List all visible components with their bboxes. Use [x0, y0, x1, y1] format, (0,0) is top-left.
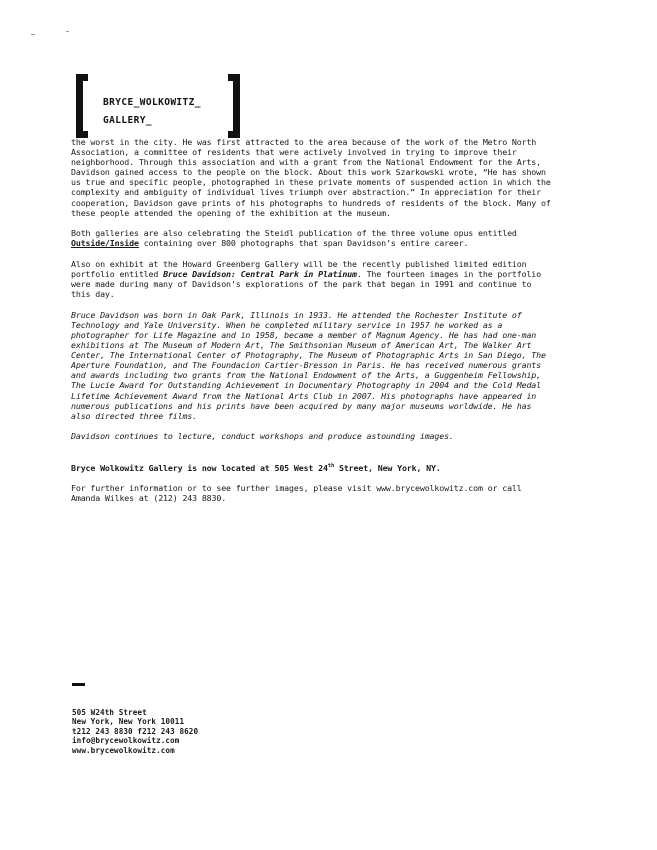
paragraph-text: Both galleries are also celebrating the Steidl publication of the three volume opus entitled: [71, 228, 517, 239]
footer-email: info@brycewolkowitz.com: [72, 736, 180, 746]
relocation-notice: [71, 463, 555, 473]
logo-right-bracket: [228, 74, 240, 138]
press-release-body: [71, 137, 555, 513]
paragraph-portfolio: [71, 259, 555, 299]
paragraph-steidl-publication: [71, 228, 555, 248]
paragraph-text: containing over 800 photographs that span Davidson’s entire career.: [138, 238, 469, 249]
footer-phone-fax: t212 243 8830 f212 243 8620: [72, 726, 199, 736]
logo-line-2: GALLERY_: [103, 115, 152, 126]
paragraph-text: Also on exhibit at the Howard Greenberg Gallery will be the recently published limited edition portfolio entitled: [71, 258, 527, 280]
paragraph-text: . The fourteen images in the portfolio were made during many of Davidson’s explorations of the park that began in 1991 and continue to this day.: [71, 269, 541, 300]
book-title: Outside/Inside: [71, 238, 139, 249]
footer-website: www.brycewolkowitz.com: [72, 745, 175, 755]
logo-line-1: BRYCE_WOLKOWITZ_: [103, 97, 201, 108]
scan-mark: [31, 34, 35, 35]
notice-text: Bryce Wolkowitz Gallery is now located at 505 West 24: [71, 463, 328, 474]
paragraph-community: the worst in the city. He was first attracted to the area because of the work of the Metro North Association, a committee of residents that were actively involved in trying to improve their neighborhood. Through this association and with a grant from the National Endowment for the Arts, Davidson gained access to the people on the block. About this work Szarkowski wrote, “He has shown us true and specific people, photographed in these private moments of suspended action in which the complexity and ambiguity of individual lives triumph over abstraction.” In appreciation for their cooperation, Davidson gave prints of his photographs to hundreds of residents of the block. Many of these people attended the opening of the exhibition at the museum.: [71, 137, 551, 218]
contact-paragraph: For further information or to see further images, please visit www.brycewolkowitz.com or call Amanda Wilkes at (212) 243 8830.: [71, 482, 522, 503]
portfolio-title: Bruce Davidson: Central Park in Platinum: [163, 269, 357, 280]
logo-left-bracket: [76, 74, 88, 138]
footer-rule: [72, 683, 85, 686]
scan-mark: [66, 31, 69, 32]
footer-address: [72, 708, 198, 755]
footer-street: 505 W24th Street: [72, 708, 147, 717]
footer-city: New York, New York 10011: [72, 717, 185, 727]
notice-text: Street, New York, NY.: [334, 463, 441, 474]
paragraph-biography: Bruce Davidson was born in Oak Park, Illinois in 1933. He attended the Rochester Institute of Technology and Yale University. When he completed military service in 1957 he worked as a photographer for Life Magazine and in 1958, became a member of Magnum Agency. He has had one-man exhibitions at The Museum of Modern Art, The Smithsonian Museum of American Art, The Walker Art Center, The International Center of Photography, The Museum of Photographic Arts in San Diego, The Aperture Foundation, and The Foundacion Cartier-Bresson in Paris. He has received numerous grants and awards including two grants from the National Endowment of the Arts, a Guggenheim Fellowship, The Lucie Award for Outstanding Achievement in Documentary Photography in 2004 and the Cold Medal Lifetime Achievement Award from the National Arts Club in 2007. His photographs have appeared in numerous publications and his prints have been acquired by many major museums worldwide. He has also directed three films.: [71, 309, 546, 421]
gallery-logo: [76, 74, 240, 138]
notice-superscript: th: [327, 463, 335, 470]
logo-text: [103, 94, 201, 130]
paragraph-closing: Davidson continues to lecture, conduct workshops and produce astounding images.: [71, 431, 454, 442]
